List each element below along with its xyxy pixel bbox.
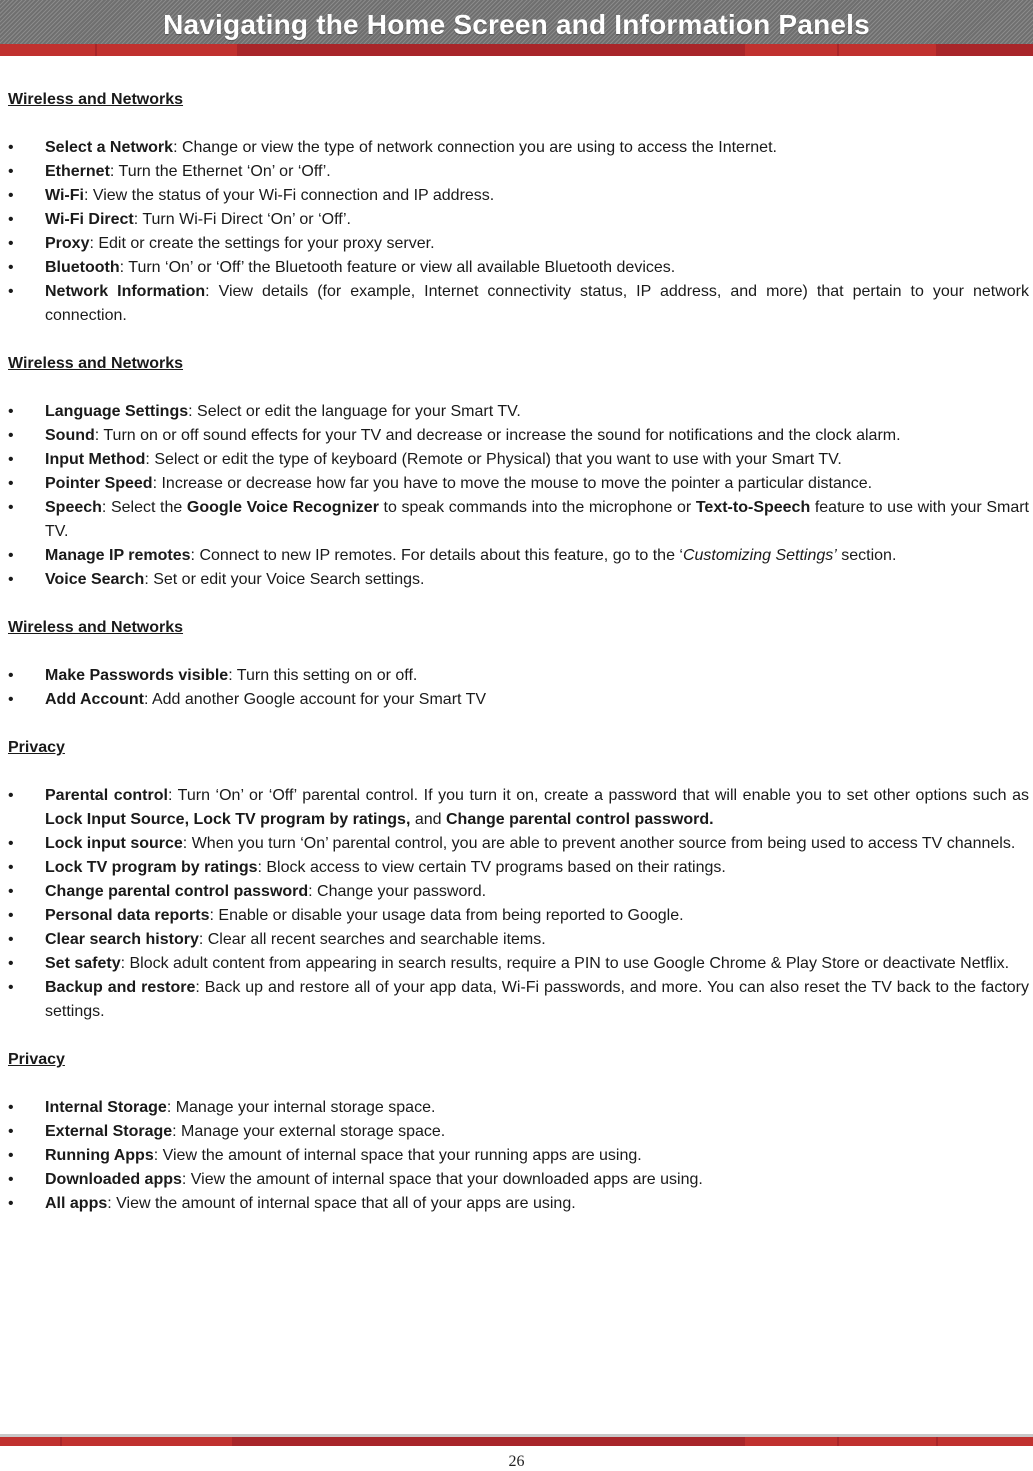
bullet-icon: •: [8, 1099, 14, 1116]
list-item: [8, 880, 1029, 904]
bullet-icon: •: [8, 163, 14, 180]
item-text: : View the amount of internal space that your running apps are using.: [153, 1147, 642, 1164]
item-term: Clear search history: [45, 931, 199, 948]
item-term: Speech: [45, 499, 102, 516]
bullet-icon: •: [8, 691, 14, 708]
item-text: : Turn ‘On’ or ‘Off’ the Bluetooth feature or view all available Bluetooth devices.: [119, 259, 676, 276]
list-item: [8, 424, 1029, 448]
item-text: : Increase or decrease how far you have to move the mouse to move the pointer a particular distance.: [152, 475, 873, 492]
item-text: : Block access to view certain TV programs based on their ratings.: [257, 859, 726, 876]
item-text: : Connect to new IP remotes. For details about this feature, go to the ‘: [190, 547, 683, 564]
bullet-icon: •: [8, 187, 14, 204]
bullet-icon: •: [8, 1195, 14, 1212]
item-text: : View details (for example, Internet connectivity status, IP address, and more) that pertain to your network connection.: [45, 283, 1030, 324]
item-term: Language Settings: [45, 403, 189, 420]
item-text: : Enable or disable your usage data from being reported to Google.: [209, 907, 684, 924]
item-term: Wi-Fi: [45, 187, 84, 204]
item-term: Voice Search: [45, 571, 145, 588]
item-text: : Turn this setting on or off.: [228, 667, 418, 684]
item-term: Select a Network: [45, 139, 174, 156]
item-term: Personal data reports: [45, 907, 210, 924]
list-item: [8, 664, 1029, 688]
item-term: Running Apps: [45, 1147, 154, 1164]
bullet-icon: •: [8, 259, 14, 276]
list-item: [8, 1096, 1029, 1120]
item-term: External Storage: [45, 1123, 173, 1140]
list-item: [8, 472, 1029, 496]
item-text: : Turn the Ethernet ‘On’ or ‘Off’.: [109, 163, 331, 180]
bullet-icon: •: [8, 571, 14, 588]
item-text: : Edit or create the settings for your proxy server.: [89, 235, 435, 252]
section-wireless-networks-1: [8, 88, 1029, 328]
item-term: All apps: [45, 1195, 108, 1212]
settings-list: [8, 784, 1029, 1024]
item-text: : Back up and restore all of your app data, Wi-Fi passwords, and more. You can also reset the TV back to the factory settings.: [45, 979, 1030, 1020]
section-heading: Wireless and Networks: [8, 91, 184, 108]
item-text: : Turn ‘On’ or ‘Off’ parental control. If you turn it on, create a password that will enable you to set other options such as: [167, 787, 1029, 804]
list-item: [8, 688, 1029, 712]
list-item: [8, 496, 1029, 544]
footer-decor-bar: [0, 1434, 1033, 1446]
item-term-inline: Google Voice Recognizer: [186, 499, 379, 516]
list-item: [8, 1168, 1029, 1192]
list-item: [8, 160, 1029, 184]
item-text: : Select or edit the language for your Smart TV.: [188, 403, 521, 420]
item-term: Input Method: [45, 451, 146, 468]
item-term: Downloaded apps: [45, 1171, 182, 1188]
list-item: [8, 1144, 1029, 1168]
item-term: Ethernet: [45, 163, 110, 180]
item-text: and: [410, 811, 446, 828]
item-term-inline: Text-to-Speech: [695, 499, 811, 516]
item-text: : Change your password.: [308, 883, 487, 900]
item-text: : Turn on or off sound effects for your TV and decrease or increase the sound for notifications and the clock alarm.: [94, 427, 901, 444]
section-heading: Privacy: [8, 1051, 65, 1068]
item-term: Change parental control password: [45, 883, 309, 900]
bullet-icon: •: [8, 283, 14, 300]
item-term: Add Account: [45, 691, 144, 708]
list-item: [8, 904, 1029, 928]
settings-list: [8, 400, 1029, 592]
bullet-icon: •: [8, 1147, 14, 1164]
item-text: : Set or edit your Voice Search settings.: [144, 571, 425, 588]
item-text: : Change or view the type of network connection you are using to access the Internet.: [173, 139, 777, 156]
item-term: Proxy: [45, 235, 90, 252]
bullet-icon: •: [8, 1171, 14, 1188]
item-term: Lock input source: [45, 835, 183, 852]
header-decor-bar: [0, 44, 1033, 56]
bullet-icon: •: [8, 931, 14, 948]
item-term: Lock TV program by ratings: [45, 859, 258, 876]
list-item: [8, 280, 1029, 328]
list-item: [8, 208, 1029, 232]
bullet-icon: •: [8, 547, 14, 564]
item-text: : When you turn ‘On’ parental control, you are able to prevent another source from being used to access TV channels.: [182, 835, 1016, 852]
item-text: : Manage your external storage space.: [172, 1123, 446, 1140]
item-term: Set safety: [45, 955, 121, 972]
bullet-icon: •: [8, 907, 14, 924]
item-text: : Turn Wi-Fi Direct ‘On’ or ‘Off’.: [133, 211, 351, 228]
item-term: Pointer Speed: [45, 475, 153, 492]
section-wireless-networks-3: [8, 616, 1029, 712]
list-item: [8, 256, 1029, 280]
item-term: Manage IP remotes: [45, 547, 191, 564]
list-item: [8, 784, 1029, 832]
bullet-icon: •: [8, 859, 14, 876]
bullet-icon: •: [8, 979, 14, 996]
list-item: [8, 856, 1029, 880]
list-item: [8, 232, 1029, 256]
item-term-inline: Change parental control password.: [445, 811, 714, 828]
item-text: : Block adult content from appearing in search results, require a PIN to use Google Chrome & Play Store or deactivate Netflix.: [120, 955, 1010, 972]
section-wireless-networks-2: [8, 352, 1029, 592]
bullet-icon: •: [8, 883, 14, 900]
item-text: : Manage your internal storage space.: [166, 1099, 436, 1116]
list-item: [8, 136, 1029, 160]
section-heading: Wireless and Networks: [8, 355, 184, 372]
bullet-icon: •: [8, 451, 14, 468]
item-text: : View the amount of internal space that all of your apps are using.: [107, 1195, 576, 1212]
bullet-icon: •: [8, 955, 14, 972]
item-text: : Select the: [101, 499, 187, 516]
bullet-icon: •: [8, 1123, 14, 1140]
section-privacy-2: [8, 1048, 1029, 1216]
list-item: [8, 928, 1029, 952]
item-term: Make Passwords visible: [45, 667, 229, 684]
bullet-icon: •: [8, 139, 14, 156]
item-term: Sound: [45, 427, 95, 444]
settings-list: [8, 1096, 1029, 1216]
list-item: [8, 832, 1029, 856]
item-text: : Add another Google account for your Smart TV: [143, 691, 487, 708]
list-item: [8, 400, 1029, 424]
bullet-icon: •: [8, 211, 14, 228]
item-reference: Customizing Settings’: [682, 547, 837, 564]
item-text: : View the status of your Wi-Fi connection and IP address.: [83, 187, 495, 204]
section-heading: Wireless and Networks: [8, 619, 184, 636]
list-item: [8, 544, 1029, 568]
bullet-icon: •: [8, 499, 14, 516]
settings-list: [8, 664, 1029, 712]
item-text: : View the amount of internal space that your downloaded apps are using.: [181, 1171, 703, 1188]
item-text: to speak commands into the microphone or: [378, 499, 696, 516]
page-content: [8, 88, 1029, 1240]
list-item: [8, 1120, 1029, 1144]
item-text: : Select or edit the type of keyboard (Remote or Physical) that you want to use with your Smart TV.: [145, 451, 842, 468]
list-item: [8, 184, 1029, 208]
list-item: [8, 568, 1029, 592]
list-item: [8, 952, 1029, 976]
page-header: [0, 0, 1033, 56]
item-term: Wi-Fi Direct: [45, 211, 134, 228]
list-item: [8, 976, 1029, 1024]
list-item: [8, 1192, 1029, 1216]
bullet-icon: •: [8, 475, 14, 492]
item-term-inline: Lock Input Source, Lock TV program by ratings,: [45, 811, 411, 828]
item-term: Backup and restore: [45, 979, 196, 996]
item-text: section.: [836, 547, 897, 564]
bullet-icon: •: [8, 787, 14, 804]
page-title: Navigating the Home Screen and Information Panels: [163, 9, 870, 40]
item-term: Parental control: [45, 787, 168, 804]
item-term: Network Information: [45, 283, 206, 300]
bullet-icon: •: [8, 403, 14, 420]
list-item: [8, 448, 1029, 472]
page-number: 26: [508, 1453, 525, 1470]
bullet-icon: •: [8, 835, 14, 852]
section-heading: Privacy: [8, 739, 65, 756]
bullet-icon: •: [8, 667, 14, 684]
bullet-icon: •: [8, 235, 14, 252]
settings-list: [8, 136, 1029, 328]
item-text: : Clear all recent searches and searchable items.: [198, 931, 546, 948]
section-privacy-1: [8, 736, 1029, 1024]
bullet-icon: •: [8, 427, 14, 444]
item-term: Bluetooth: [45, 259, 120, 276]
item-text: feature to use with your Smart TV.: [45, 499, 1030, 540]
item-term: Internal Storage: [45, 1099, 167, 1116]
